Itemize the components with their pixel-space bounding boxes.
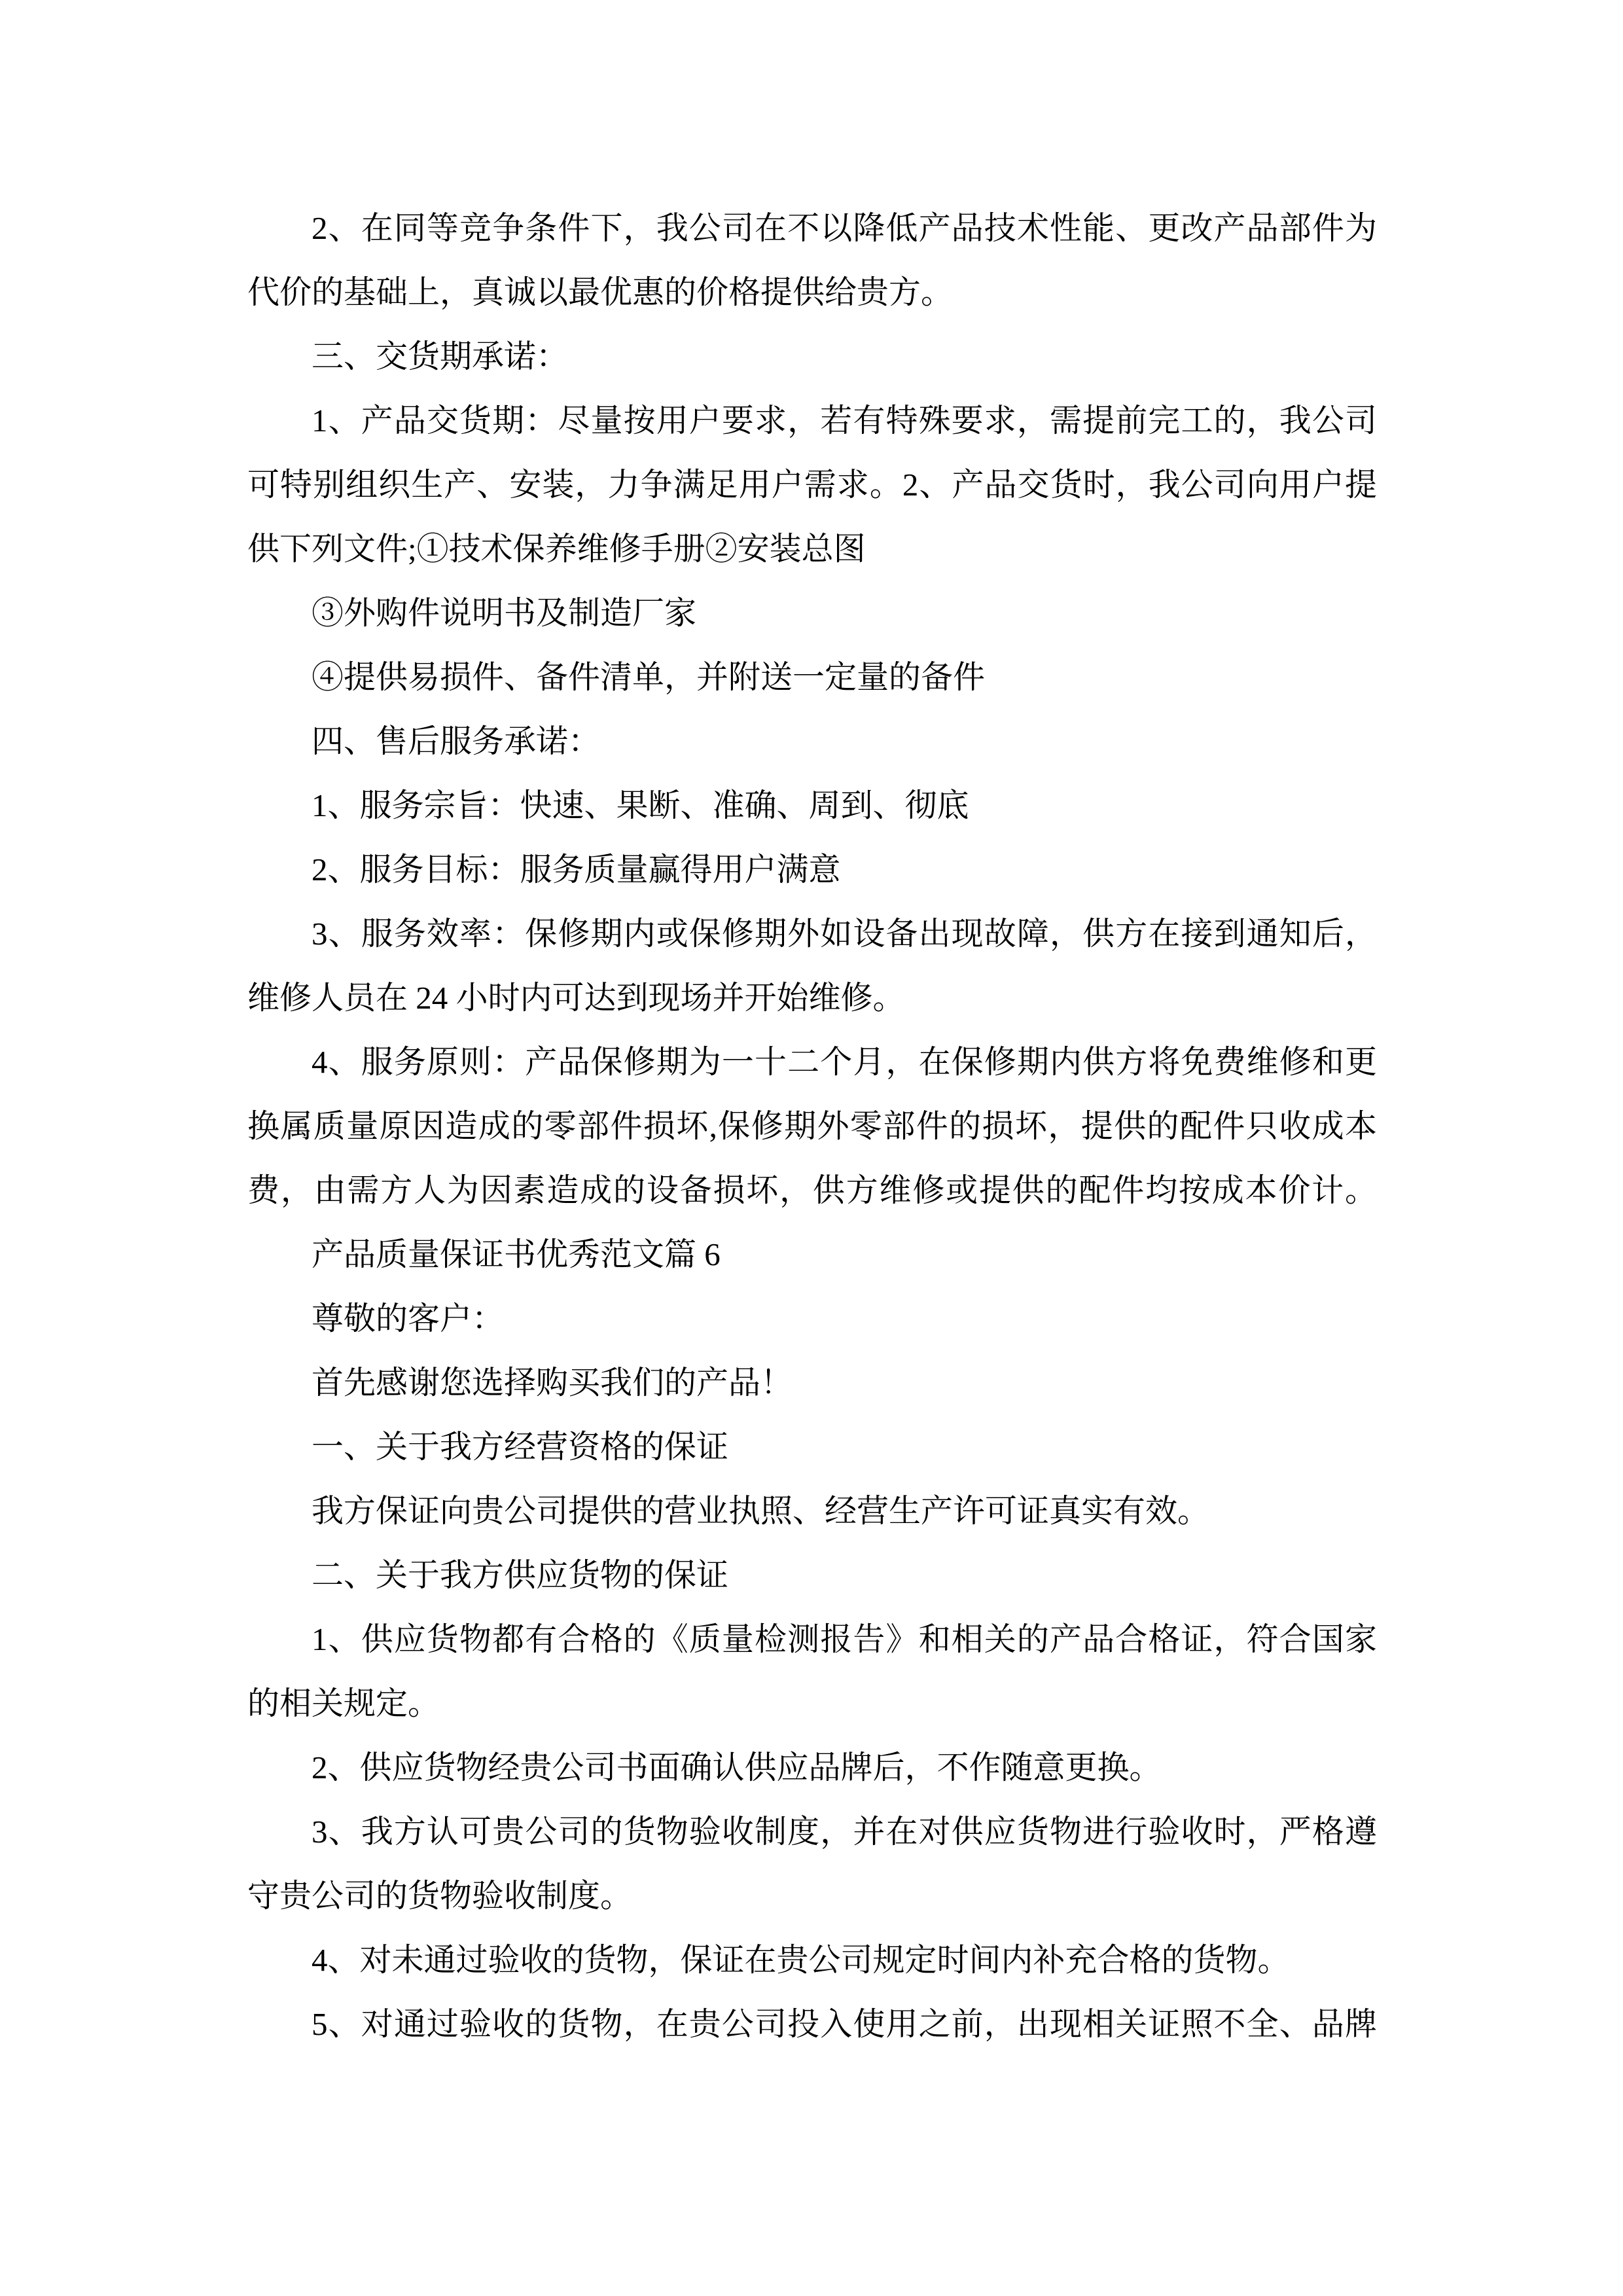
document-line: 2、服务目标：服务质量赢得用户满意 [312,852,841,888]
document-line: 一、关于我方经营资格的保证 [312,1429,729,1465]
document-line: 四、售后服务承诺： [312,723,601,759]
document-line: 1、供应货物都有合格的《质量检测报告》和相关的产品合格证，符合国家 [312,1621,1377,1657]
document-line: 供下列文件;①技术保养维修手册②安装总图 [247,531,866,567]
document-text-block [247,196,1377,2056]
document-line: 代价的基础上，真诚以最优惠的价格提供给贵方。 [247,274,954,310]
document-line: 尊敬的客户： [312,1300,505,1336]
document-line: 可特别组织生产、安装，力争满足用户需求。2、产品交货时，我公司向用户提 [247,467,1377,503]
document-line: 守贵公司的货物验收制度。 [247,1878,633,1914]
document-line: 维修人员在 24 小时内可达到现场并开始维修。 [247,980,905,1016]
document-line: 首先感谢您选择购买我们的产品！ [312,1365,793,1401]
document-line: 4、服务原则：产品保修期为一十二个月，在保修期内供方将免费维修和更 [312,1044,1377,1080]
document-line: 二、关于我方供应货物的保证 [312,1557,729,1593]
document-line: 4、对未通过验收的货物，保证在贵公司规定时间内补充合格的货物。 [312,1942,1290,1978]
document-line: 费，由需方人为因素造成的设备损坏，供方维修或提供的配件均按成本价计。 [247,1172,1377,1208]
document-section-title: 产品质量保证书优秀范文篇 6 [312,1236,721,1272]
document-line: 三、交货期承诺： [312,338,569,374]
document-line: 3、我方认可贵公司的货物验收制度，并在对供应货物进行验收时，严格遵 [312,1814,1377,1850]
document-line: 5、对通过验收的货物，在贵公司投入使用之前，出现相关证照不全、品牌 [312,2006,1377,2042]
document-line: 我方保证向贵公司提供的营业执照、经营生产许可证真实有效。 [312,1493,1210,1529]
document-line: 2、在同等竞争条件下，我公司在不以降低产品技术性能、更改产品部件为 [312,210,1377,246]
document-line: 的相关规定。 [247,1685,440,1721]
document-line: ④提供易损件、备件清单，并附送一定量的备件 [312,659,986,695]
document-line: 1、产品交货期：尽量按用户要求，若有特殊要求，需提前完工的，我公司 [312,403,1377,439]
document-line: 3、服务效率：保修期内或保修期外如设备出现故障，供方在接到通知后， [312,916,1377,952]
document-line: 换属质量原因造成的零部件损坏,保修期外零部件的损坏，提供的配件只收成本 [247,1108,1377,1144]
document-line: ③外购件说明书及制造厂家 [312,595,697,631]
document-line: 2、供应货物经贵公司书面确认供应品牌后，不作随意更换。 [312,1749,1162,1785]
document-line: 1、服务宗旨：快速、果断、准确、周到、彻底 [312,787,969,823]
